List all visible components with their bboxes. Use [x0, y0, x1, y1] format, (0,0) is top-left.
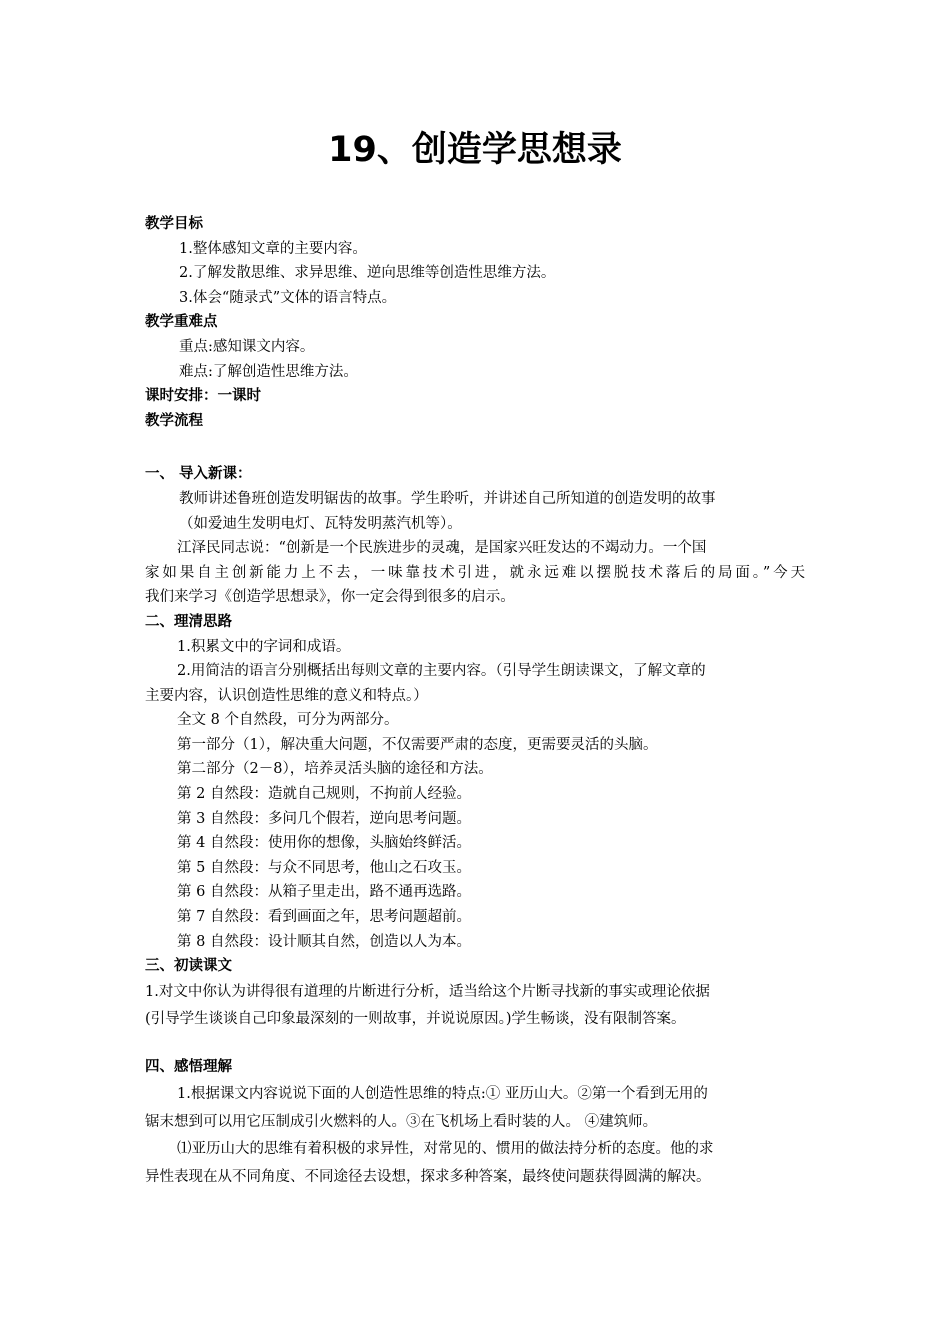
section2-part: 第一部分（1），解决重大问题，不仅需要严肃的态度，更需要灵活的头脑。	[177, 736, 658, 753]
process-heading: 教学流程	[145, 412, 203, 429]
section1-paragraph2-line: 我们来学习《创造学思想录》，你一定会得到很多的启示。	[145, 589, 515, 606]
paragraph-summary: 第 5 自然段：与众不同思考，他山之石攻玉。	[177, 859, 471, 876]
key-point-focus: 重点:感知课文内容。	[179, 338, 315, 355]
section2-item: 2.用简洁的语言分别概括出每则文章的主要内容。（引导学生朗读课文，了解文章的	[177, 663, 706, 680]
section1-heading: 一、 导入新课：	[145, 466, 252, 483]
paragraph-summary: 第 4 自然段：使用你的想像，头脑始终鲜活。	[177, 835, 471, 852]
section3-heading: 三、初读课文	[145, 958, 232, 975]
paragraph-summary: 第 8 自然段：设计顺其自然，创造以人为本。	[177, 933, 471, 950]
objectives-heading: 教学目标	[145, 216, 203, 232]
objective-item: 3.体会“随录式”文体的语言特点。	[179, 289, 397, 306]
section1-paragraph1-line: （如爱迪生发明电灯、瓦特发明蒸汽机等）。	[179, 515, 462, 532]
section4-heading: 四、感悟理解	[145, 1058, 232, 1075]
section2-overview: 全文 8 个自然段，可分为两部分。	[177, 712, 399, 729]
objective-item: 1.整体感知文章的主要内容。	[179, 240, 367, 257]
schedule: 课时安排：一课时	[145, 388, 261, 405]
key-points-heading: 教学重难点	[145, 314, 218, 331]
section4-question-line: 1.根据课文内容说说下面的人创造性思维的特点:① 亚历山大。②第一个看到无用的	[177, 1086, 708, 1103]
section1-paragraph2-line: 江泽民同志说：“创新是一个民族进步的灵魂，是国家兴旺发达的不竭动力。一个国	[177, 540, 707, 557]
section2-item: 主要内容，认识创造性思维的意义和特点。）	[145, 687, 428, 704]
section1-paragraph1-line: 教师讲述鲁班创造发明锯齿的故事。学生聆听，并讲述自己所知道的创造发明的故事	[179, 490, 716, 507]
section4-answer-line: ⑴亚历山大的思维有着积极的求异性，对常见的、惯用的做法持分析的态度。他的求	[177, 1141, 714, 1158]
objective-item: 2.了解发散思维、求异思维、逆向思维等创造性思维方法。	[179, 265, 556, 282]
section1-paragraph2-line: 家如果自主创新能力上不去，一味靠技术引进，就永远难以摆脱技术落后的局面。”今天	[145, 564, 805, 581]
section2-item: 1.积累文中的字词和成语。	[177, 638, 351, 655]
page-title: 19、创造学思想录	[328, 130, 622, 170]
lesson-plan-body	[145, 212, 805, 1191]
paragraph-summary: 第 7 自然段：看到画面之年，思考问题超前。	[177, 909, 471, 926]
key-point-difficulty: 难点:了解创造性思维方法。	[179, 363, 358, 380]
section2-part: 第二部分（2－8），培养灵活头脑的途径和方法。	[177, 761, 493, 778]
paragraph-summary: 第 6 自然段：从箱子里走出，路不通再选路。	[177, 884, 471, 901]
section2-heading: 二、理清思路	[145, 613, 232, 630]
paragraph-summary: 第 3 自然段：多问几个假若，逆向思考问题。	[177, 810, 471, 827]
section3-line: 1.对文中你认为讲得很有道理的片断进行分析，适当给这个片断寻找新的事实或理论依据	[145, 983, 710, 1000]
spacer	[145, 433, 805, 462]
section3-line: (引导学生谈谈自己印象最深刻的一则故事，并说说原因。)学生畅谈，没有限制答案。	[145, 1011, 686, 1028]
spacer	[145, 1034, 805, 1054]
paragraph-summary: 第 2 自然段：造就自己规则，不拘前人经验。	[177, 786, 471, 803]
section4-question-line: 锯末想到可以用它压制成引火燃料的人。③在飞机场上看时装的人。 ④建筑师。	[145, 1113, 658, 1130]
section4-answer-line: 异性表现在从不同角度、不同途径去设想，探求多种答案，最终使问题获得圆满的解决。	[145, 1168, 711, 1185]
